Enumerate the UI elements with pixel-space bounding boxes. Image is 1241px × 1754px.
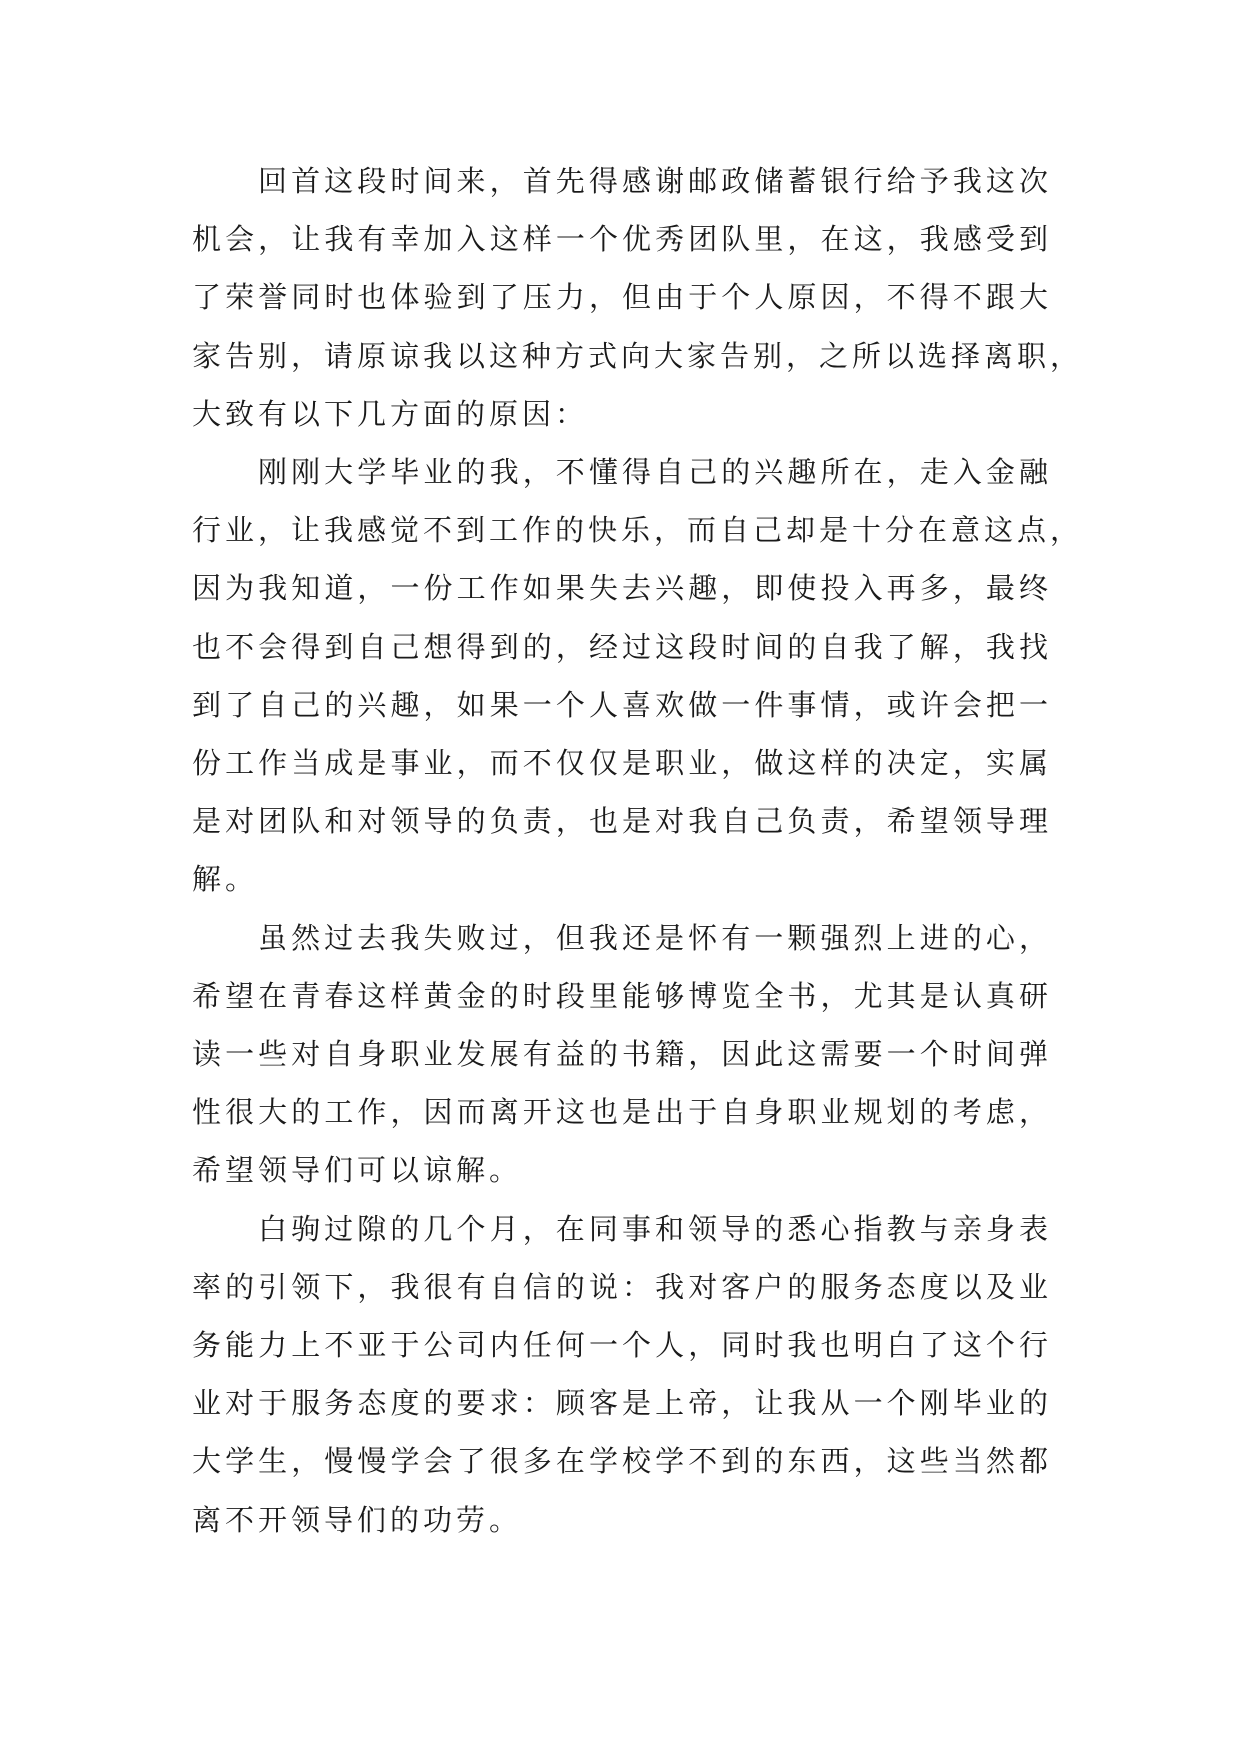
text-line: 业对于服务态度的要求：顾客是上帝，让我从一个刚毕业的 [192, 1386, 1052, 1421]
text-line: 是对团队和对领导的负责，也是对我自己负责，希望领导理 [192, 804, 1052, 839]
text-line: 了荣誉同时也体验到了压力，但由于个人原因，不得不跟大 [192, 280, 1052, 315]
text-line: 份工作当成是事业，而不仅仅是职业，做这样的决定，实属 [192, 746, 1052, 781]
text-line: 离不开领导们的功劳。 [192, 1502, 523, 1537]
text-line: 行业，让我感觉不到工作的快乐，而自己却是十分在意这点， [192, 513, 1084, 548]
text-line: 大学生，慢慢学会了很多在学校学不到的东西，这些当然都 [192, 1444, 1052, 1479]
paragraph-1 [192, 152, 1084, 443]
text-line: 刚刚大学毕业的我，不懂得自己的兴趣所在，走入金融 [258, 455, 1052, 490]
text-line: 因为我知道，一份工作如果失去兴趣，即使投入再多，最终 [192, 571, 1052, 606]
text-line: 到了自己的兴趣，如果一个人喜欢做一件事情，或许会把一 [192, 687, 1052, 722]
text-line: 回首这段时间来，首先得感谢邮政储蓄银行给予我这次 [258, 164, 1052, 198]
text-line: 机会，让我有幸加入这样一个优秀团队里，在这，我感受到 [192, 222, 1052, 257]
text-line: 家告别，请原谅我以这种方式向大家告别，之所以选择离职， [192, 338, 1084, 373]
text-line: 虽然过去我失败过，但我还是怀有一颗强烈上进的心， [258, 920, 1052, 955]
text-line: 希望领导们可以谅解。 [192, 1153, 523, 1188]
text-line: 希望在青春这样黄金的时段里能够博览全书，尤其是认真研 [192, 978, 1052, 1013]
text-line: 也不会得到自己想得到的，经过这段时间的自我了解，我找 [192, 629, 1052, 664]
text-line: 率的引领下，我很有自信的说：我对客户的服务态度以及业 [192, 1269, 1052, 1304]
text-line: 大致有以下几方面的原因： [192, 396, 589, 431]
text-line: 性很大的工作，因而离开这也是出于自身职业规划的考虑， [192, 1095, 1052, 1130]
text-line: 读一些对自身职业发展有益的书籍，因此这需要一个时间弹 [192, 1037, 1052, 1072]
paragraph-3 [192, 909, 1052, 1200]
text-line: 务能力上不亚于公司内任何一个人，同时我也明白了这个行 [192, 1328, 1052, 1363]
text-line: 解。 [192, 862, 259, 897]
paragraph-4 [192, 1200, 1052, 1549]
paragraph-2 [192, 443, 1084, 909]
text-line: 白驹过隙的几个月，在同事和领导的悉心指教与亲身表 [258, 1211, 1052, 1246]
document-body [192, 152, 1084, 1549]
